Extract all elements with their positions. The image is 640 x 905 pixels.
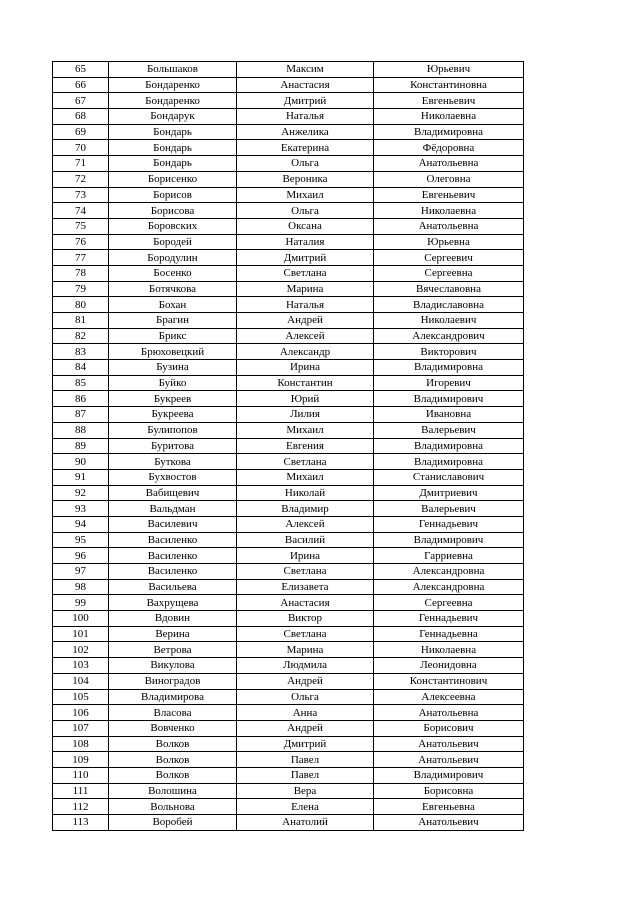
table-row bbox=[53, 658, 524, 674]
patronymic-cell: Вячеславовна bbox=[374, 281, 524, 297]
patronymic-cell: Евгеньевич bbox=[374, 93, 524, 109]
last-name-cell: Борисов bbox=[109, 187, 237, 203]
patronymic-cell: Викторович bbox=[374, 344, 524, 360]
first-name-cell: Павел bbox=[237, 767, 374, 783]
table-row bbox=[53, 752, 524, 768]
first-name-cell: Михаил bbox=[237, 187, 374, 203]
first-name-cell: Алексей bbox=[237, 516, 374, 532]
patronymic-cell: Константинович bbox=[374, 673, 524, 689]
row-number-cell: 68 bbox=[53, 109, 109, 125]
first-name-cell: Андрей bbox=[237, 313, 374, 329]
patronymic-cell: Николаевна bbox=[374, 642, 524, 658]
last-name-cell: Василенко bbox=[109, 564, 237, 580]
last-name-cell: Большаков bbox=[109, 62, 237, 78]
table-row bbox=[53, 611, 524, 627]
row-number-cell: 86 bbox=[53, 391, 109, 407]
patronymic-cell: Валерьевич bbox=[374, 422, 524, 438]
patronymic-cell: Олеговна bbox=[374, 171, 524, 187]
table-row bbox=[53, 799, 524, 815]
patronymic-cell: Юрьевна bbox=[374, 234, 524, 250]
patronymic-cell: Борисовна bbox=[374, 783, 524, 799]
row-number-cell: 82 bbox=[53, 328, 109, 344]
last-name-cell: Бохан bbox=[109, 297, 237, 313]
table-row bbox=[53, 642, 524, 658]
patronymic-cell: Дмитриевич bbox=[374, 485, 524, 501]
row-number-cell: 106 bbox=[53, 705, 109, 721]
last-name-cell: Викулова bbox=[109, 658, 237, 674]
row-number-cell: 70 bbox=[53, 140, 109, 156]
first-name-cell: Ирина bbox=[237, 548, 374, 564]
last-name-cell: Буритова bbox=[109, 438, 237, 454]
row-number-cell: 76 bbox=[53, 234, 109, 250]
first-name-cell: Ирина bbox=[237, 360, 374, 376]
patronymic-cell: Владимирович bbox=[374, 391, 524, 407]
first-name-cell: Андрей bbox=[237, 673, 374, 689]
first-name-cell: Марина bbox=[237, 281, 374, 297]
table-row bbox=[53, 77, 524, 93]
patronymic-cell: Борисович bbox=[374, 720, 524, 736]
first-name-cell: Павел bbox=[237, 752, 374, 768]
patronymic-cell: Фёдоровна bbox=[374, 140, 524, 156]
table-row bbox=[53, 218, 524, 234]
first-name-cell: Виктор bbox=[237, 611, 374, 627]
last-name-cell: Бондарь bbox=[109, 140, 237, 156]
last-name-cell: Бухвостов bbox=[109, 469, 237, 485]
table-row bbox=[53, 438, 524, 454]
table-row bbox=[53, 516, 524, 532]
last-name-cell: Вовченко bbox=[109, 720, 237, 736]
row-number-cell: 84 bbox=[53, 360, 109, 376]
first-name-cell: Анна bbox=[237, 705, 374, 721]
table-row bbox=[53, 485, 524, 501]
row-number-cell: 107 bbox=[53, 720, 109, 736]
row-number-cell: 65 bbox=[53, 62, 109, 78]
last-name-cell: Ботячкова bbox=[109, 281, 237, 297]
first-name-cell: Василий bbox=[237, 532, 374, 548]
row-number-cell: 83 bbox=[53, 344, 109, 360]
row-number-cell: 92 bbox=[53, 485, 109, 501]
row-number-cell: 69 bbox=[53, 124, 109, 140]
first-name-cell: Наталья bbox=[237, 297, 374, 313]
first-name-cell: Алексей bbox=[237, 328, 374, 344]
row-number-cell: 97 bbox=[53, 564, 109, 580]
row-number-cell: 111 bbox=[53, 783, 109, 799]
patronymic-cell: Юрьевич bbox=[374, 62, 524, 78]
last-name-cell: Вабищевич bbox=[109, 485, 237, 501]
last-name-cell: Ветрова bbox=[109, 642, 237, 658]
row-number-cell: 74 bbox=[53, 203, 109, 219]
row-number-cell: 85 bbox=[53, 375, 109, 391]
table-row bbox=[53, 140, 524, 156]
last-name-cell: Брюховецкий bbox=[109, 344, 237, 360]
table-row bbox=[53, 736, 524, 752]
first-name-cell: Марина bbox=[237, 642, 374, 658]
last-name-cell: Булипопов bbox=[109, 422, 237, 438]
first-name-cell: Ольга bbox=[237, 156, 374, 172]
patronymic-cell: Сергеевна bbox=[374, 595, 524, 611]
table-row bbox=[53, 595, 524, 611]
first-name-cell: Ольга bbox=[237, 203, 374, 219]
patronymic-cell: Константиновна bbox=[374, 77, 524, 93]
row-number-cell: 101 bbox=[53, 626, 109, 642]
table-row bbox=[53, 281, 524, 297]
table-row bbox=[53, 156, 524, 172]
table-row bbox=[53, 689, 524, 705]
patronymic-cell: Геннадьевич bbox=[374, 516, 524, 532]
patronymic-cell: Гарриевна bbox=[374, 548, 524, 564]
table-row bbox=[53, 422, 524, 438]
table-row bbox=[53, 360, 524, 376]
first-name-cell: Дмитрий bbox=[237, 736, 374, 752]
table-row bbox=[53, 720, 524, 736]
first-name-cell: Светлана bbox=[237, 454, 374, 470]
last-name-cell: Волков bbox=[109, 736, 237, 752]
patronymic-cell: Николаевич bbox=[374, 313, 524, 329]
last-name-cell: Бородей bbox=[109, 234, 237, 250]
row-number-cell: 113 bbox=[53, 815, 109, 831]
row-number-cell: 87 bbox=[53, 407, 109, 423]
patronymic-cell: Владимирович bbox=[374, 767, 524, 783]
first-name-cell: Владимир bbox=[237, 501, 374, 517]
last-name-cell: Босенко bbox=[109, 265, 237, 281]
first-name-cell: Максим bbox=[237, 62, 374, 78]
table-row bbox=[53, 626, 524, 642]
first-name-cell: Анатолий bbox=[237, 815, 374, 831]
table-row bbox=[53, 391, 524, 407]
table-row bbox=[53, 564, 524, 580]
first-name-cell: Андрей bbox=[237, 720, 374, 736]
row-number-cell: 109 bbox=[53, 752, 109, 768]
last-name-cell: Брикс bbox=[109, 328, 237, 344]
row-number-cell: 105 bbox=[53, 689, 109, 705]
patronymic-cell: Анатольевич bbox=[374, 815, 524, 831]
first-name-cell: Юрий bbox=[237, 391, 374, 407]
table-row bbox=[53, 532, 524, 548]
row-number-cell: 99 bbox=[53, 595, 109, 611]
last-name-cell: Бондаренко bbox=[109, 93, 237, 109]
table-row bbox=[53, 815, 524, 831]
last-name-cell: Вдовин bbox=[109, 611, 237, 627]
row-number-cell: 110 bbox=[53, 767, 109, 783]
table-row bbox=[53, 548, 524, 564]
patronymic-cell: Геннадьевич bbox=[374, 611, 524, 627]
row-number-cell: 93 bbox=[53, 501, 109, 517]
last-name-cell: Буткова bbox=[109, 454, 237, 470]
table-row bbox=[53, 469, 524, 485]
patronymic-cell: Леонидовна bbox=[374, 658, 524, 674]
last-name-cell: Букреева bbox=[109, 407, 237, 423]
row-number-cell: 88 bbox=[53, 422, 109, 438]
table-row bbox=[53, 203, 524, 219]
last-name-cell: Бондарь bbox=[109, 156, 237, 172]
table-row bbox=[53, 328, 524, 344]
patronymic-cell: Александровна bbox=[374, 579, 524, 595]
last-name-cell: Брагин bbox=[109, 313, 237, 329]
last-name-cell: Буйко bbox=[109, 375, 237, 391]
roster-body bbox=[53, 62, 524, 831]
row-number-cell: 81 bbox=[53, 313, 109, 329]
patronymic-cell: Анатольевна bbox=[374, 705, 524, 721]
first-name-cell: Светлана bbox=[237, 265, 374, 281]
last-name-cell: Бондарь bbox=[109, 124, 237, 140]
table-row bbox=[53, 501, 524, 517]
last-name-cell: Боровских bbox=[109, 218, 237, 234]
table-row bbox=[53, 297, 524, 313]
row-number-cell: 77 bbox=[53, 250, 109, 266]
row-number-cell: 90 bbox=[53, 454, 109, 470]
row-number-cell: 72 bbox=[53, 171, 109, 187]
first-name-cell: Константин bbox=[237, 375, 374, 391]
first-name-cell: Дмитрий bbox=[237, 250, 374, 266]
last-name-cell: Василенко bbox=[109, 548, 237, 564]
table-row bbox=[53, 93, 524, 109]
patronymic-cell: Евгеньевна bbox=[374, 799, 524, 815]
last-name-cell: Волошина bbox=[109, 783, 237, 799]
patronymic-cell: Владиславовна bbox=[374, 297, 524, 313]
table-row bbox=[53, 454, 524, 470]
patronymic-cell: Анатольевич bbox=[374, 736, 524, 752]
patronymic-cell: Анатольевич bbox=[374, 752, 524, 768]
patronymic-cell: Анатольевна bbox=[374, 218, 524, 234]
row-number-cell: 73 bbox=[53, 187, 109, 203]
first-name-cell: Михаил bbox=[237, 422, 374, 438]
row-number-cell: 95 bbox=[53, 532, 109, 548]
row-number-cell: 80 bbox=[53, 297, 109, 313]
last-name-cell: Верина bbox=[109, 626, 237, 642]
last-name-cell: Волков bbox=[109, 752, 237, 768]
first-name-cell: Светлана bbox=[237, 564, 374, 580]
patronymic-cell: Ивановна bbox=[374, 407, 524, 423]
row-number-cell: 102 bbox=[53, 642, 109, 658]
last-name-cell: Борисова bbox=[109, 203, 237, 219]
table-row bbox=[53, 187, 524, 203]
first-name-cell: Светлана bbox=[237, 626, 374, 642]
first-name-cell: Анастасия bbox=[237, 595, 374, 611]
first-name-cell: Вера bbox=[237, 783, 374, 799]
row-number-cell: 104 bbox=[53, 673, 109, 689]
patronymic-cell: Николаевна bbox=[374, 203, 524, 219]
table-row bbox=[53, 579, 524, 595]
row-number-cell: 96 bbox=[53, 548, 109, 564]
first-name-cell: Михаил bbox=[237, 469, 374, 485]
patronymic-cell: Александровна bbox=[374, 564, 524, 580]
last-name-cell: Власова bbox=[109, 705, 237, 721]
first-name-cell: Ольга bbox=[237, 689, 374, 705]
last-name-cell: Василевич bbox=[109, 516, 237, 532]
row-number-cell: 98 bbox=[53, 579, 109, 595]
last-name-cell: Бондаренко bbox=[109, 77, 237, 93]
last-name-cell: Бондарук bbox=[109, 109, 237, 125]
row-number-cell: 75 bbox=[53, 218, 109, 234]
patronymic-cell: Анатольевна bbox=[374, 156, 524, 172]
table-row bbox=[53, 171, 524, 187]
patronymic-cell: Валерьевич bbox=[374, 501, 524, 517]
row-number-cell: 67 bbox=[53, 93, 109, 109]
patronymic-cell: Станиславович bbox=[374, 469, 524, 485]
row-number-cell: 66 bbox=[53, 77, 109, 93]
row-number-cell: 108 bbox=[53, 736, 109, 752]
table-row bbox=[53, 375, 524, 391]
patronymic-cell: Владимировна bbox=[374, 124, 524, 140]
table-row bbox=[53, 265, 524, 281]
table-row bbox=[53, 234, 524, 250]
patronymic-cell: Владимировна bbox=[374, 438, 524, 454]
table-row bbox=[53, 109, 524, 125]
table-row bbox=[53, 705, 524, 721]
row-number-cell: 100 bbox=[53, 611, 109, 627]
table-row bbox=[53, 673, 524, 689]
first-name-cell: Наталья bbox=[237, 109, 374, 125]
first-name-cell: Екатерина bbox=[237, 140, 374, 156]
first-name-cell: Евгения bbox=[237, 438, 374, 454]
table-row bbox=[53, 344, 524, 360]
table-row bbox=[53, 250, 524, 266]
table-row bbox=[53, 124, 524, 140]
patronymic-cell: Игоревич bbox=[374, 375, 524, 391]
last-name-cell: Букреев bbox=[109, 391, 237, 407]
patronymic-cell: Владимирович bbox=[374, 532, 524, 548]
patronymic-cell: Владимировна bbox=[374, 454, 524, 470]
last-name-cell: Вахрущева bbox=[109, 595, 237, 611]
last-name-cell: Вальдман bbox=[109, 501, 237, 517]
last-name-cell: Вольнова bbox=[109, 799, 237, 815]
table-row bbox=[53, 407, 524, 423]
table-row bbox=[53, 767, 524, 783]
patronymic-cell: Геннадьевна bbox=[374, 626, 524, 642]
row-number-cell: 112 bbox=[53, 799, 109, 815]
patronymic-cell: Александрович bbox=[374, 328, 524, 344]
first-name-cell: Анжелика bbox=[237, 124, 374, 140]
last-name-cell: Бородулин bbox=[109, 250, 237, 266]
table-row bbox=[53, 313, 524, 329]
table-row bbox=[53, 783, 524, 799]
first-name-cell: Людмила bbox=[237, 658, 374, 674]
row-number-cell: 79 bbox=[53, 281, 109, 297]
last-name-cell: Волков bbox=[109, 767, 237, 783]
row-number-cell: 89 bbox=[53, 438, 109, 454]
last-name-cell: Воробей bbox=[109, 815, 237, 831]
first-name-cell: Николай bbox=[237, 485, 374, 501]
first-name-cell: Лилия bbox=[237, 407, 374, 423]
patronymic-cell: Алексеевна bbox=[374, 689, 524, 705]
first-name-cell: Наталия bbox=[237, 234, 374, 250]
first-name-cell: Оксана bbox=[237, 218, 374, 234]
first-name-cell: Елизавета bbox=[237, 579, 374, 595]
row-number-cell: 103 bbox=[53, 658, 109, 674]
last-name-cell: Виноградов bbox=[109, 673, 237, 689]
table-row bbox=[53, 62, 524, 78]
row-number-cell: 91 bbox=[53, 469, 109, 485]
last-name-cell: Владимирова bbox=[109, 689, 237, 705]
patronymic-cell: Николаевна bbox=[374, 109, 524, 125]
patronymic-cell: Сергеевич bbox=[374, 250, 524, 266]
first-name-cell: Александр bbox=[237, 344, 374, 360]
patronymic-cell: Сергеевна bbox=[374, 265, 524, 281]
patronymic-cell: Евгеньевич bbox=[374, 187, 524, 203]
first-name-cell: Дмитрий bbox=[237, 93, 374, 109]
row-number-cell: 94 bbox=[53, 516, 109, 532]
first-name-cell: Елена bbox=[237, 799, 374, 815]
roster-table bbox=[52, 61, 524, 831]
row-number-cell: 71 bbox=[53, 156, 109, 172]
first-name-cell: Анастасия bbox=[237, 77, 374, 93]
first-name-cell: Вероника bbox=[237, 171, 374, 187]
last-name-cell: Василенко bbox=[109, 532, 237, 548]
row-number-cell: 78 bbox=[53, 265, 109, 281]
last-name-cell: Васильева bbox=[109, 579, 237, 595]
last-name-cell: Бузина bbox=[109, 360, 237, 376]
last-name-cell: Борисенко bbox=[109, 171, 237, 187]
patronymic-cell: Владимировна bbox=[374, 360, 524, 376]
